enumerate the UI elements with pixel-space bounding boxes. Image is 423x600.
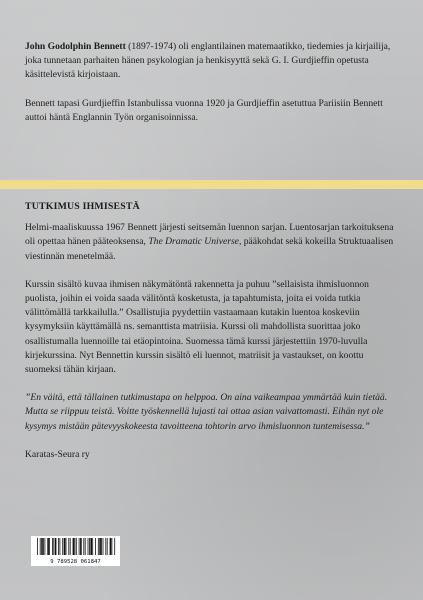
barcode-bar (105, 538, 106, 555)
barcode-bar (47, 538, 49, 555)
barcode-bar (68, 538, 69, 555)
barcode-bar (90, 538, 92, 555)
barcode-bars (31, 536, 120, 559)
section-heading: TUTKIMUS IHMISESTÄ (25, 201, 140, 212)
barcode-bar (66, 538, 67, 555)
p1-text-after: , pääkohdat sekä kokeilla Struktuaalisen viestinnän menetelmää. (25, 236, 394, 262)
barcode-bar (55, 538, 57, 555)
accent-band (0, 180, 423, 189)
description-paragraph-2: Kurssin sisältö kuvaa ihmisen näkymätöntä rakennetta ja puhuu ”sellaisista ihmisluonnon puolista, joihin ei voida saada välitöntä kosketusta, ja tapahtumista, joita ei voida tutkia välittömällä tarkkailulla.” Osallistujia pyydettiin vastaamaan kutakin luentoa koskeviin kysymyksiin käyttämällä ns. semanttista matriisia. Kurssi oli mahdollista suorittaa joko osallistumalla luennoille tai etäopintoina. Suomessa tämä kurssi järjestettiin 1970-luvulla kirjekurssina. Nyt Bennettin kurssin sisältö eli luennot, matriisit ja vastaukset, on koottu suomeksi tähän kirjaan. (25, 278, 369, 376)
barcode-bar (112, 538, 113, 555)
barcode-bar (89, 538, 90, 555)
barcode-bar (79, 538, 80, 555)
quote: ”En väitä, että tällainen tutkimustapa on helppoa. On aina vaikeampaa ymmärtää kuin tietää. Mutta se riippuu teistä. Voitte työskennellä lujasti tai ottaa asian vaivattomasti. Eihän nyt ole kysymys mistään pätevyyskokeesta tavoitteena tohtorin arvo ihmisluonnon tuntemisessa.” (25, 392, 388, 432)
barcode-bar (110, 538, 112, 555)
author-bio (25, 40, 399, 139)
barcode-bar (103, 538, 104, 555)
author-bio-text: (1897-1974) oli englantilainen matemaatikko, tiedemies ja kirjailija, joka tunnetaan parhaiten hänen psykologian ja henkisyyttä sekä G. I. Gurdjieffin opetusta käsittelevistä kirjoistaan. (25, 41, 391, 81)
barcode-bar (101, 538, 102, 555)
barcode-bar (41, 538, 43, 555)
description-paragraph-1 (25, 221, 399, 264)
barcode-bar (83, 538, 84, 555)
description (25, 200, 399, 476)
barcode-bar (58, 538, 59, 555)
barcode-bar (70, 538, 71, 555)
barcode-bar (45, 538, 46, 555)
barcode-bar (60, 538, 61, 555)
book-title-reference: The Dramatic Universe (148, 236, 239, 248)
barcode-bar (95, 538, 96, 555)
barcode-bar (85, 538, 86, 555)
barcode-bar (73, 538, 75, 555)
barcode-bar (107, 538, 108, 555)
barcode-bar (99, 538, 101, 555)
barcode-bar (49, 538, 50, 555)
author-bio-paragraph-2: Bennett tapasi Gurdjieffin Istanbulissa vuonna 1920 ja Gurdjieffin asetuttua Pariisiin Bennett auttoi häntä Englannin Työn organisoinnissa. (25, 97, 383, 123)
barcode-bar (114, 538, 115, 555)
author-name: John Godolphin Bennett (25, 41, 126, 52)
publisher: Karatas-Seura ry (25, 448, 90, 460)
author-bio-paragraph-1 (25, 40, 399, 83)
barcode-bar (98, 538, 99, 555)
barcode-bar (75, 538, 76, 555)
barcode-bar (76, 538, 77, 555)
barcode-bar (62, 538, 63, 555)
barcode-digits: 9 789528 061847 (50, 559, 101, 565)
barcode-bar (40, 538, 41, 555)
barcode-bar (37, 538, 38, 555)
isbn-barcode (31, 536, 120, 566)
p1-text-before: Helmi-maaliskuussa 1967 Bennett järjesti seitsemän luennon sarjan. Luentosarjan tarkoituksena oli opettaa hänen pääteoksensa, (25, 222, 394, 248)
barcode-bar (43, 538, 44, 555)
barcode-bar (52, 538, 53, 555)
barcode-bar (64, 538, 66, 555)
barcode-bar (92, 538, 93, 555)
barcode-bar (80, 538, 82, 555)
barcode-bar (88, 538, 89, 555)
barcode-bar (53, 538, 54, 555)
